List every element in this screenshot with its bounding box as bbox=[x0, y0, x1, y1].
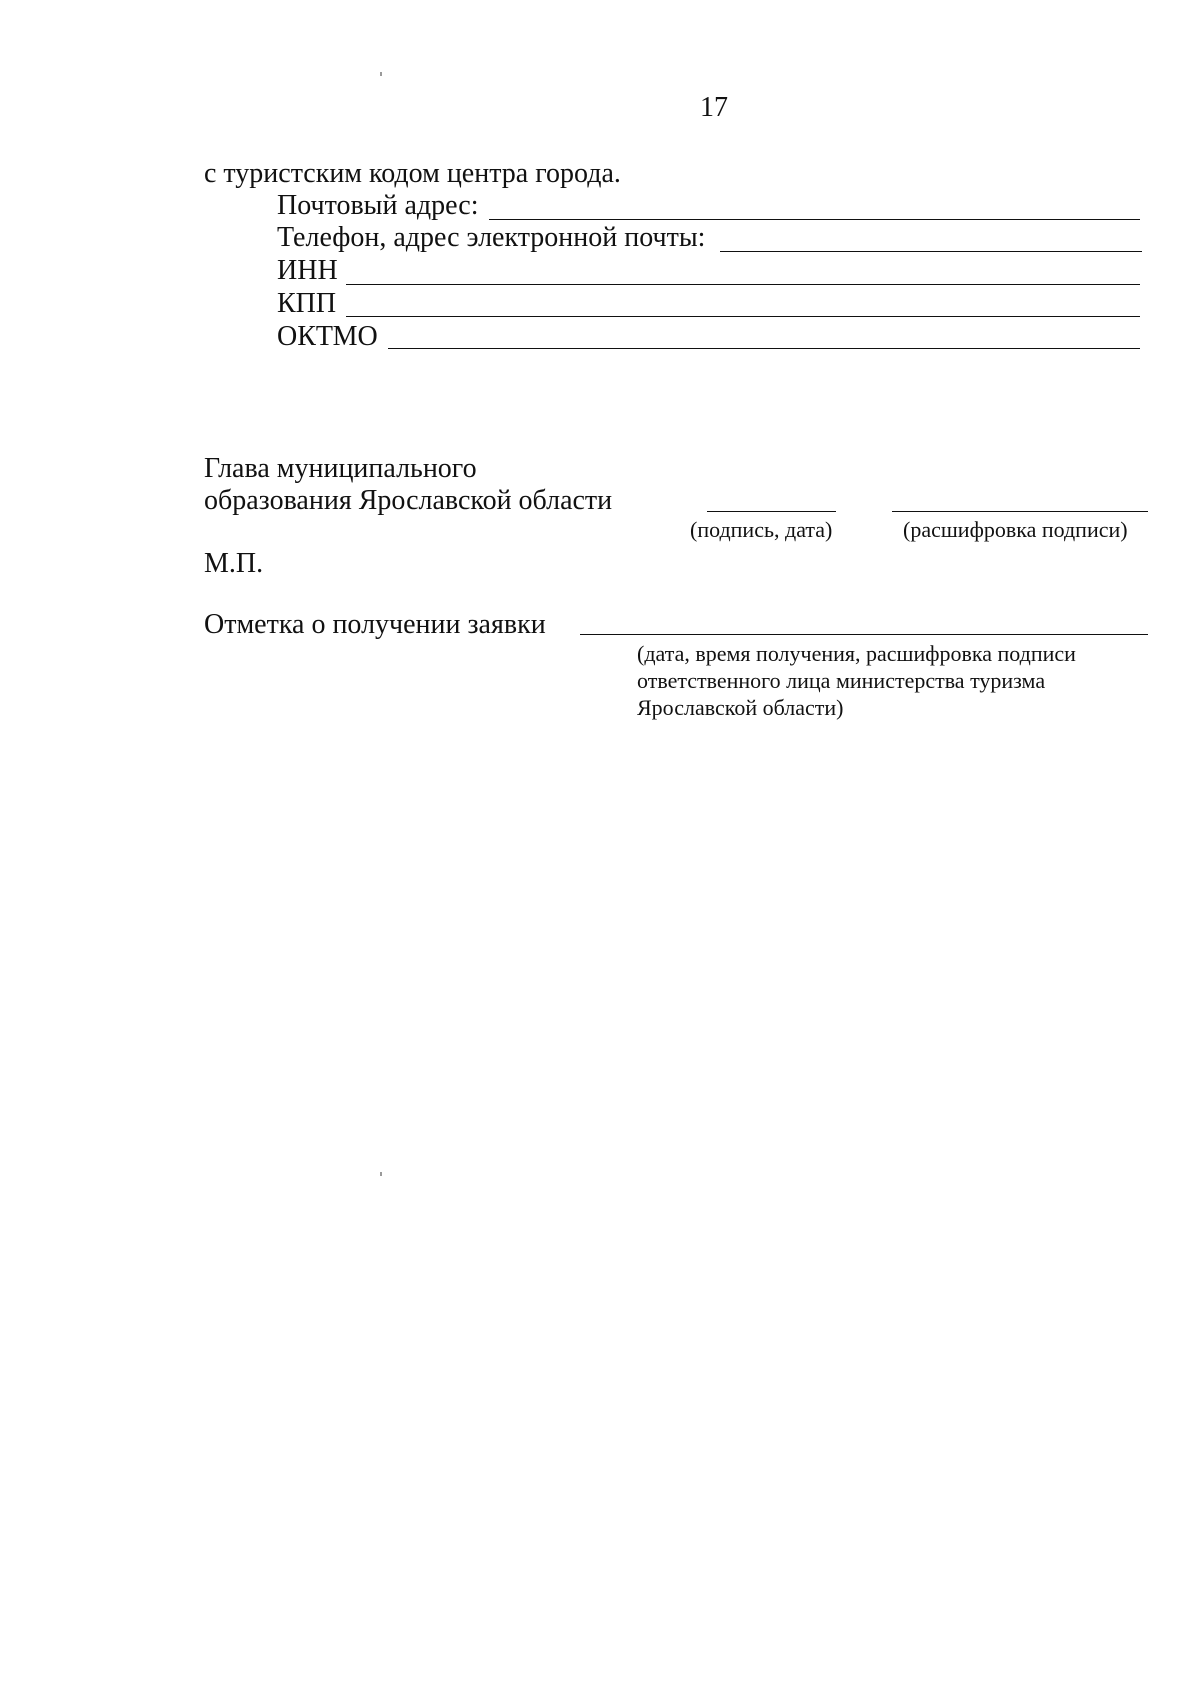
oktmo-label: ОКТМО bbox=[277, 321, 378, 352]
signatory-title-line2: образования Ярославской области bbox=[204, 485, 613, 516]
oktmo-field[interactable] bbox=[388, 348, 1140, 349]
inn-field[interactable] bbox=[346, 284, 1140, 285]
receipt-caption-line1: (дата, время получения, расшифровка подписи bbox=[637, 641, 1076, 666]
phone-email-field[interactable] bbox=[720, 251, 1142, 252]
decoding-caption: (расшифровка подписи) bbox=[903, 517, 1128, 542]
receipt-label: Отметка о получении заявки bbox=[204, 609, 546, 640]
inn-label: ИНН bbox=[277, 255, 338, 286]
receipt-field[interactable] bbox=[580, 634, 1148, 635]
kpp-label: КПП bbox=[277, 288, 337, 319]
seal-label: М.П. bbox=[204, 548, 264, 579]
scan-speck bbox=[380, 72, 382, 76]
scan-speck bbox=[380, 1172, 382, 1176]
signatory-title-line1: Глава муниципального bbox=[204, 453, 477, 484]
postal-address-field[interactable] bbox=[489, 219, 1140, 220]
kpp-field[interactable] bbox=[346, 316, 1140, 317]
signature-date-field[interactable] bbox=[707, 511, 836, 512]
page-number: 17 bbox=[700, 92, 728, 123]
phone-email-label: Телефон, адрес электронной почты: bbox=[277, 222, 706, 253]
receipt-caption-line3: Ярославской области) bbox=[637, 695, 844, 720]
continuation-text: с туристским кодом центра города. bbox=[204, 158, 621, 189]
signature-decoding-field[interactable] bbox=[892, 511, 1148, 512]
postal-address-label: Почтовый адрес: bbox=[277, 190, 479, 221]
receipt-caption-line2: ответственного лица министерства туризма bbox=[637, 668, 1046, 693]
signature-caption: (подпись, дата) bbox=[690, 517, 833, 542]
